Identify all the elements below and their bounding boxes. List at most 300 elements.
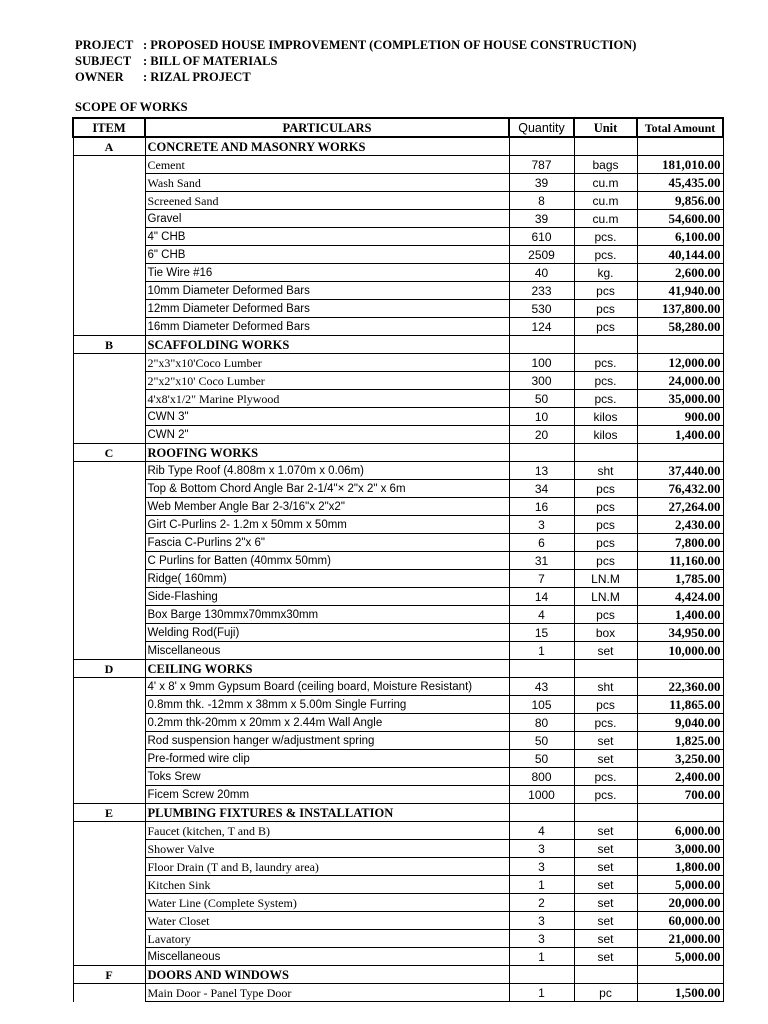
item-cell [73, 570, 145, 588]
table-row [73, 534, 723, 552]
unit-cell: set [574, 948, 637, 966]
section-item-letter: B [73, 336, 145, 354]
unit-cell: pcs. [574, 228, 637, 246]
section-unit-cell [574, 444, 637, 462]
item-cell [73, 264, 145, 282]
table-row [73, 696, 723, 714]
project-line [75, 37, 636, 53]
item-cell [73, 408, 145, 426]
unit-cell: set [574, 840, 637, 858]
particulars-cell: Main Door - Panel Type Door [145, 984, 509, 1002]
unit-cell: set [574, 858, 637, 876]
table-row [73, 714, 723, 732]
table-row [73, 678, 723, 696]
item-cell [73, 624, 145, 642]
section-item-letter: C [73, 444, 145, 462]
table-row [73, 318, 723, 336]
section-unit-cell [574, 966, 637, 984]
section-amount-cell [637, 966, 723, 984]
particulars-cell: Girt C-Purlins 2- 1.2m x 50mm x 50mm [145, 516, 509, 534]
item-cell [73, 642, 145, 660]
quantity-cell: 2 [509, 894, 574, 912]
quantity-cell: 34 [509, 480, 574, 498]
particulars-cell: 4'x8'x1/2" Marine Plywood [145, 390, 509, 408]
unit-cell: sht [574, 678, 637, 696]
subject-value: : BILL OF MATERIALS [143, 54, 278, 68]
amount-cell: 1,825.00 [637, 732, 723, 750]
table-row [73, 570, 723, 588]
quantity-cell: 10 [509, 408, 574, 426]
quantity-cell: 15 [509, 624, 574, 642]
item-cell [73, 858, 145, 876]
amount-cell: 60,000.00 [637, 912, 723, 930]
item-cell [73, 174, 145, 192]
amount-cell: 11,160.00 [637, 552, 723, 570]
item-cell [73, 426, 145, 444]
quantity-cell: 300 [509, 372, 574, 390]
quantity-cell: 39 [509, 210, 574, 228]
section-title: ROOFING WORKS [145, 444, 509, 462]
bill-of-materials-table [72, 117, 724, 1002]
scope-title: SCOPE OF WORKS [75, 100, 188, 114]
item-cell [73, 786, 145, 804]
unit-cell: pcs [574, 534, 637, 552]
quantity-cell: 1 [509, 876, 574, 894]
amount-cell: 7,800.00 [637, 534, 723, 552]
amount-cell: 3,250.00 [637, 750, 723, 768]
amount-cell: 11,865.00 [637, 696, 723, 714]
amount-cell: 700.00 [637, 786, 723, 804]
particulars-cell: 6" CHB [145, 246, 509, 264]
particulars-cell: Top & Bottom Chord Angle Bar 2-1/4"× 2"x 2" x 6m [145, 480, 509, 498]
quantity-cell: 6 [509, 534, 574, 552]
particulars-cell: Cement [145, 156, 509, 174]
particulars-cell: Ridge( 160mm) [145, 570, 509, 588]
item-cell [73, 552, 145, 570]
particulars-cell: Fascia C-Purlins 2"x 6" [145, 534, 509, 552]
item-cell [73, 750, 145, 768]
amount-cell: 1,400.00 [637, 606, 723, 624]
unit-cell: pcs. [574, 786, 637, 804]
item-cell [73, 516, 145, 534]
unit-cell: set [574, 894, 637, 912]
section-item-letter: A [73, 137, 145, 156]
unit-cell: pcs [574, 282, 637, 300]
particulars-cell: Lavatory [145, 930, 509, 948]
unit-cell: set [574, 750, 637, 768]
quantity-cell: 31 [509, 552, 574, 570]
item-cell [73, 930, 145, 948]
quantity-cell: 50 [509, 390, 574, 408]
document-header [75, 37, 636, 85]
item-cell [73, 354, 145, 372]
section-row [73, 444, 723, 462]
section-title: DOORS AND WINDOWS [145, 966, 509, 984]
table-row [73, 354, 723, 372]
section-amount-cell [637, 804, 723, 822]
quantity-cell: 124 [509, 318, 574, 336]
amount-cell: 2,430.00 [637, 516, 723, 534]
section-item-letter: E [73, 804, 145, 822]
amount-cell: 9,856.00 [637, 192, 723, 210]
section-amount-cell [637, 660, 723, 678]
amount-cell: 20,000.00 [637, 894, 723, 912]
amount-cell: 6,100.00 [637, 228, 723, 246]
amount-cell: 1,400.00 [637, 426, 723, 444]
particulars-cell: Pre-formed wire clip [145, 750, 509, 768]
table-row [73, 930, 723, 948]
item-cell [73, 984, 145, 1002]
column-header-quantity: Quantity [509, 118, 574, 137]
particulars-cell: Welding Rod(Fuji) [145, 624, 509, 642]
section-row [73, 336, 723, 354]
quantity-cell: 1000 [509, 786, 574, 804]
particulars-cell: 0.8mm thk. -12mm x 38mm x 5.00m Single Furring [145, 696, 509, 714]
unit-cell: LN.M [574, 588, 637, 606]
table-row [73, 246, 723, 264]
amount-cell: 5,000.00 [637, 948, 723, 966]
unit-cell: pcs [574, 300, 637, 318]
table-row [73, 984, 723, 1002]
amount-cell: 24,000.00 [637, 372, 723, 390]
section-item-letter: D [73, 660, 145, 678]
amount-cell: 34,950.00 [637, 624, 723, 642]
section-title: CONCRETE AND MASONRY WORKS [145, 137, 509, 156]
particulars-cell: 10mm Diameter Deformed Bars [145, 282, 509, 300]
unit-cell: set [574, 642, 637, 660]
table-row [73, 264, 723, 282]
particulars-cell: Rib Type Roof (4.808m x 1.070m x 0.06m) [145, 462, 509, 480]
table-row [73, 588, 723, 606]
amount-cell: 45,435.00 [637, 174, 723, 192]
table-row [73, 822, 723, 840]
unit-cell: pcs [574, 318, 637, 336]
section-row [73, 137, 723, 156]
project-value: : PROPOSED HOUSE IMPROVEMENT (COMPLETION OF HOUSE CONSTRUCTION) [143, 38, 637, 52]
item-cell [73, 588, 145, 606]
unit-cell: bags [574, 156, 637, 174]
table-row [73, 282, 723, 300]
amount-cell: 1,800.00 [637, 858, 723, 876]
column-header-item: ITEM [73, 118, 145, 137]
unit-cell: cu.m [574, 210, 637, 228]
quantity-cell: 20 [509, 426, 574, 444]
quantity-cell: 787 [509, 156, 574, 174]
particulars-cell: CWN 2" [145, 426, 509, 444]
table-row [73, 624, 723, 642]
particulars-cell: Toks Srew [145, 768, 509, 786]
table-row [73, 912, 723, 930]
particulars-cell: Gravel [145, 210, 509, 228]
section-quantity-cell [509, 444, 574, 462]
table-row [73, 642, 723, 660]
table-body [73, 118, 723, 1002]
particulars-cell: Faucet (kitchen, T and B) [145, 822, 509, 840]
table-row [73, 228, 723, 246]
quantity-cell: 13 [509, 462, 574, 480]
table-row [73, 768, 723, 786]
particulars-cell: Miscellaneous [145, 642, 509, 660]
section-quantity-cell [509, 804, 574, 822]
particulars-cell: 16mm Diameter Deformed Bars [145, 318, 509, 336]
unit-cell: pcs. [574, 768, 637, 786]
section-quantity-cell [509, 966, 574, 984]
table-row [73, 750, 723, 768]
quantity-cell: 3 [509, 516, 574, 534]
unit-cell: set [574, 732, 637, 750]
amount-cell: 35,000.00 [637, 390, 723, 408]
table-row [73, 408, 723, 426]
table-row [73, 426, 723, 444]
particulars-cell: Side-Flashing [145, 588, 509, 606]
section-quantity-cell [509, 660, 574, 678]
amount-cell: 54,600.00 [637, 210, 723, 228]
quantity-cell: 7 [509, 570, 574, 588]
subject-label: SUBJECT [75, 54, 132, 68]
particulars-cell: CWN 3" [145, 408, 509, 426]
unit-cell: pcs. [574, 372, 637, 390]
item-cell [73, 390, 145, 408]
table-row [73, 372, 723, 390]
unit-cell: kilos [574, 408, 637, 426]
particulars-cell: 4" CHB [145, 228, 509, 246]
table-row [73, 462, 723, 480]
quantity-cell: 80 [509, 714, 574, 732]
particulars-cell: Screened Sand [145, 192, 509, 210]
subject-line [75, 53, 636, 69]
item-cell [73, 948, 145, 966]
particulars-cell: Water Closet [145, 912, 509, 930]
table-header-row [73, 118, 723, 137]
unit-cell: pcs. [574, 354, 637, 372]
particulars-cell: Box Barge 130mmx70mmx30mm [145, 606, 509, 624]
amount-cell: 41,940.00 [637, 282, 723, 300]
unit-cell: pcs. [574, 714, 637, 732]
particulars-cell: Ficem Screw 20mm [145, 786, 509, 804]
table-row [73, 480, 723, 498]
quantity-cell: 610 [509, 228, 574, 246]
amount-cell: 5,000.00 [637, 876, 723, 894]
column-header-unit: Unit [574, 118, 637, 137]
table-row [73, 192, 723, 210]
owner-value: : RIZAL PROJECT [143, 70, 251, 84]
unit-cell: pcs [574, 516, 637, 534]
owner-label: OWNER [75, 70, 124, 84]
unit-cell: pcs [574, 552, 637, 570]
item-cell [73, 462, 145, 480]
unit-cell: box [574, 624, 637, 642]
particulars-cell: 4' x 8' x 9mm Gypsum Board (ceiling board, Moisture Resistant) [145, 678, 509, 696]
table-row [73, 498, 723, 516]
item-cell [73, 714, 145, 732]
amount-cell: 22,360.00 [637, 678, 723, 696]
section-quantity-cell [509, 137, 574, 156]
section-item-letter: F [73, 966, 145, 984]
section-amount-cell [637, 444, 723, 462]
section-row [73, 804, 723, 822]
item-cell [73, 678, 145, 696]
item-cell [73, 534, 145, 552]
quantity-cell: 16 [509, 498, 574, 516]
table-row [73, 786, 723, 804]
item-cell [73, 300, 145, 318]
amount-cell: 6,000.00 [637, 822, 723, 840]
item-cell [73, 210, 145, 228]
unit-cell: LN.M [574, 570, 637, 588]
section-title: PLUMBING FIXTURES & INSTALLATION [145, 804, 509, 822]
quantity-cell: 4 [509, 822, 574, 840]
unit-cell: kilos [574, 426, 637, 444]
item-cell [73, 318, 145, 336]
table-row [73, 876, 723, 894]
item-cell [73, 480, 145, 498]
section-row [73, 966, 723, 984]
table-row [73, 552, 723, 570]
unit-cell: set [574, 930, 637, 948]
quantity-cell: 50 [509, 732, 574, 750]
amount-cell: 3,000.00 [637, 840, 723, 858]
unit-cell: pcs [574, 480, 637, 498]
item-cell [73, 840, 145, 858]
unit-cell: pc [574, 984, 637, 1002]
owner-line [75, 69, 636, 85]
unit-cell: kg. [574, 264, 637, 282]
quantity-cell: 50 [509, 750, 574, 768]
section-title: CEILING WORKS [145, 660, 509, 678]
item-cell [73, 498, 145, 516]
table-row [73, 948, 723, 966]
table-row [73, 894, 723, 912]
particulars-cell: 0.2mm thk-20mm x 20mm x 2.44m Wall Angle [145, 714, 509, 732]
quantity-cell: 39 [509, 174, 574, 192]
project-label: PROJECT [75, 38, 134, 52]
amount-cell: 1,500.00 [637, 984, 723, 1002]
section-unit-cell [574, 804, 637, 822]
item-cell [73, 372, 145, 390]
table-row [73, 390, 723, 408]
particulars-cell: Water Line (Complete System) [145, 894, 509, 912]
amount-cell: 900.00 [637, 408, 723, 426]
section-title: SCAFFOLDING WORKS [145, 336, 509, 354]
column-header-total-amount: Total Amount [637, 118, 723, 137]
item-cell [73, 912, 145, 930]
unit-cell: pcs [574, 606, 637, 624]
amount-cell: 181,010.00 [637, 156, 723, 174]
unit-cell: sht [574, 462, 637, 480]
quantity-cell: 3 [509, 912, 574, 930]
quantity-cell: 1 [509, 948, 574, 966]
quantity-cell: 8 [509, 192, 574, 210]
particulars-cell: Kitchen Sink [145, 876, 509, 894]
amount-cell: 1,785.00 [637, 570, 723, 588]
section-row [73, 660, 723, 678]
amount-cell: 27,264.00 [637, 498, 723, 516]
amount-cell: 21,000.00 [637, 930, 723, 948]
quantity-cell: 530 [509, 300, 574, 318]
particulars-cell: Rod suspension hanger w/adjustment spring [145, 732, 509, 750]
section-unit-cell [574, 137, 637, 156]
item-cell [73, 894, 145, 912]
unit-cell: pcs. [574, 246, 637, 264]
section-amount-cell [637, 336, 723, 354]
item-cell [73, 156, 145, 174]
item-cell [73, 822, 145, 840]
amount-cell: 9,040.00 [637, 714, 723, 732]
amount-cell: 2,400.00 [637, 768, 723, 786]
table-row [73, 840, 723, 858]
quantity-cell: 100 [509, 354, 574, 372]
quantity-cell: 14 [509, 588, 574, 606]
quantity-cell: 43 [509, 678, 574, 696]
item-cell [73, 732, 145, 750]
particulars-cell: C Purlins for Batten (40mmx 50mm) [145, 552, 509, 570]
amount-cell: 40,144.00 [637, 246, 723, 264]
quantity-cell: 105 [509, 696, 574, 714]
item-cell [73, 192, 145, 210]
table-row [73, 858, 723, 876]
quantity-cell: 1 [509, 642, 574, 660]
section-amount-cell [637, 137, 723, 156]
table-row [73, 516, 723, 534]
quantity-cell: 3 [509, 930, 574, 948]
amount-cell: 37,440.00 [637, 462, 723, 480]
amount-cell: 137,800.00 [637, 300, 723, 318]
table-row [73, 732, 723, 750]
unit-cell: set [574, 822, 637, 840]
quantity-cell: 233 [509, 282, 574, 300]
item-cell [73, 768, 145, 786]
amount-cell: 58,280.00 [637, 318, 723, 336]
item-cell [73, 606, 145, 624]
particulars-cell: Tie Wire #16 [145, 264, 509, 282]
amount-cell: 76,432.00 [637, 480, 723, 498]
unit-cell: pcs. [574, 390, 637, 408]
column-header-particulars: PARTICULARS [145, 118, 509, 137]
section-quantity-cell [509, 336, 574, 354]
amount-cell: 10,000.00 [637, 642, 723, 660]
table-row [73, 156, 723, 174]
table-row [73, 606, 723, 624]
item-cell [73, 228, 145, 246]
particulars-cell: Floor Drain (T and B, laundry area) [145, 858, 509, 876]
quantity-cell: 3 [509, 858, 574, 876]
section-unit-cell [574, 336, 637, 354]
particulars-cell: Wash Sand [145, 174, 509, 192]
table-row [73, 210, 723, 228]
unit-cell: pcs [574, 498, 637, 516]
unit-cell: set [574, 876, 637, 894]
quantity-cell: 2509 [509, 246, 574, 264]
unit-cell: cu.m [574, 192, 637, 210]
item-cell [73, 696, 145, 714]
item-cell [73, 246, 145, 264]
quantity-cell: 3 [509, 840, 574, 858]
amount-cell: 12,000.00 [637, 354, 723, 372]
item-cell [73, 282, 145, 300]
table-row [73, 300, 723, 318]
quantity-cell: 1 [509, 984, 574, 1002]
particulars-cell: Shower Valve [145, 840, 509, 858]
amount-cell: 4,424.00 [637, 588, 723, 606]
particulars-cell: 2"x3"x10'Coco Lumber [145, 354, 509, 372]
particulars-cell: 2"x2"x10' Coco Lumber [145, 372, 509, 390]
particulars-cell: Miscellaneous [145, 948, 509, 966]
item-cell [73, 876, 145, 894]
particulars-cell: 12mm Diameter Deformed Bars [145, 300, 509, 318]
quantity-cell: 40 [509, 264, 574, 282]
unit-cell: set [574, 912, 637, 930]
amount-cell: 2,600.00 [637, 264, 723, 282]
